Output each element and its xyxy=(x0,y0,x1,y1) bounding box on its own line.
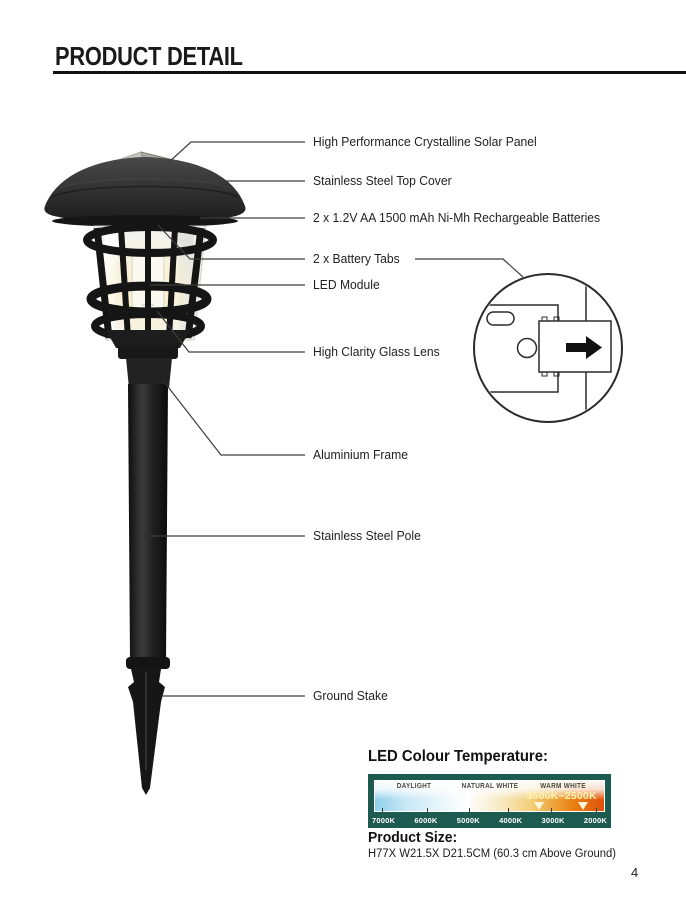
page-title: PRODUCT DETAIL xyxy=(55,41,243,71)
tick-label: 2000K xyxy=(583,816,607,825)
callout-label-ground-stake: Ground Stake xyxy=(313,689,388,703)
colour-temperature-gradient-bar xyxy=(374,780,605,812)
scale-tick xyxy=(551,808,552,812)
lamp-base-collar xyxy=(106,330,190,388)
ground-stake xyxy=(128,669,165,795)
callout-label-top-cover: Stainless Steel Top Cover xyxy=(313,174,452,188)
top-cover xyxy=(44,157,245,227)
callout-label-pole: Stainless Steel Pole xyxy=(313,529,421,543)
range-marker-triangle-icon xyxy=(534,802,544,810)
callout-label-led-module: LED Module xyxy=(313,278,380,292)
tick-label: 5000K xyxy=(456,816,480,825)
product-size-value: H77X W21.5X D21.5CM (60.3 cm Above Ground) xyxy=(368,848,617,860)
range-marker-triangle-icon xyxy=(578,802,588,810)
pole xyxy=(126,384,170,669)
leader-battery-tabs-right xyxy=(415,259,523,277)
tick-label: 3000K xyxy=(541,816,565,825)
zone-label-natural-white: NATURAL WHITE xyxy=(461,783,518,790)
callout-label-glass-lens: High Clarity Glass Lens xyxy=(313,345,440,359)
callout-label-battery-tabs: 2 x Battery Tabs xyxy=(313,252,400,266)
battery-detail-inset xyxy=(468,274,622,422)
tick-label: 6000K xyxy=(414,816,438,825)
scale-tick xyxy=(382,808,383,812)
leader-solar-panel xyxy=(168,142,305,163)
zone-label-warm-white: WARM WHITE xyxy=(539,783,586,790)
scale-tick xyxy=(508,808,509,812)
scale-tick xyxy=(427,808,428,812)
callout-label-batteries: 2 x 1.2V AA 1500 mAh Ni-Mh Rechargeable Batteries xyxy=(313,211,601,225)
temperature-tick-labels xyxy=(368,816,611,825)
scale-tick xyxy=(469,808,470,812)
callout-label-solar-panel: High Performance Crystalline Solar Panel xyxy=(313,135,537,149)
page-number: 4 xyxy=(631,865,639,880)
product-size-title: Product Size: xyxy=(368,829,458,846)
leader-aluminium-frame xyxy=(165,383,305,455)
zone-label-daylight: DAYLIGHT xyxy=(396,783,432,790)
tick-label: 7000K xyxy=(372,816,396,825)
led-colour-temperature-title: LED Colour Temperature: xyxy=(368,748,548,765)
lamp-photo xyxy=(44,152,245,795)
scale-tick xyxy=(596,808,597,812)
tick-label: 4000K xyxy=(499,816,523,825)
led-colour-temperature-panel xyxy=(368,774,611,828)
selected-range-label: 3500K~2500K xyxy=(526,790,597,802)
callout-label-aluminium-frame: Aluminium Frame xyxy=(313,448,408,462)
